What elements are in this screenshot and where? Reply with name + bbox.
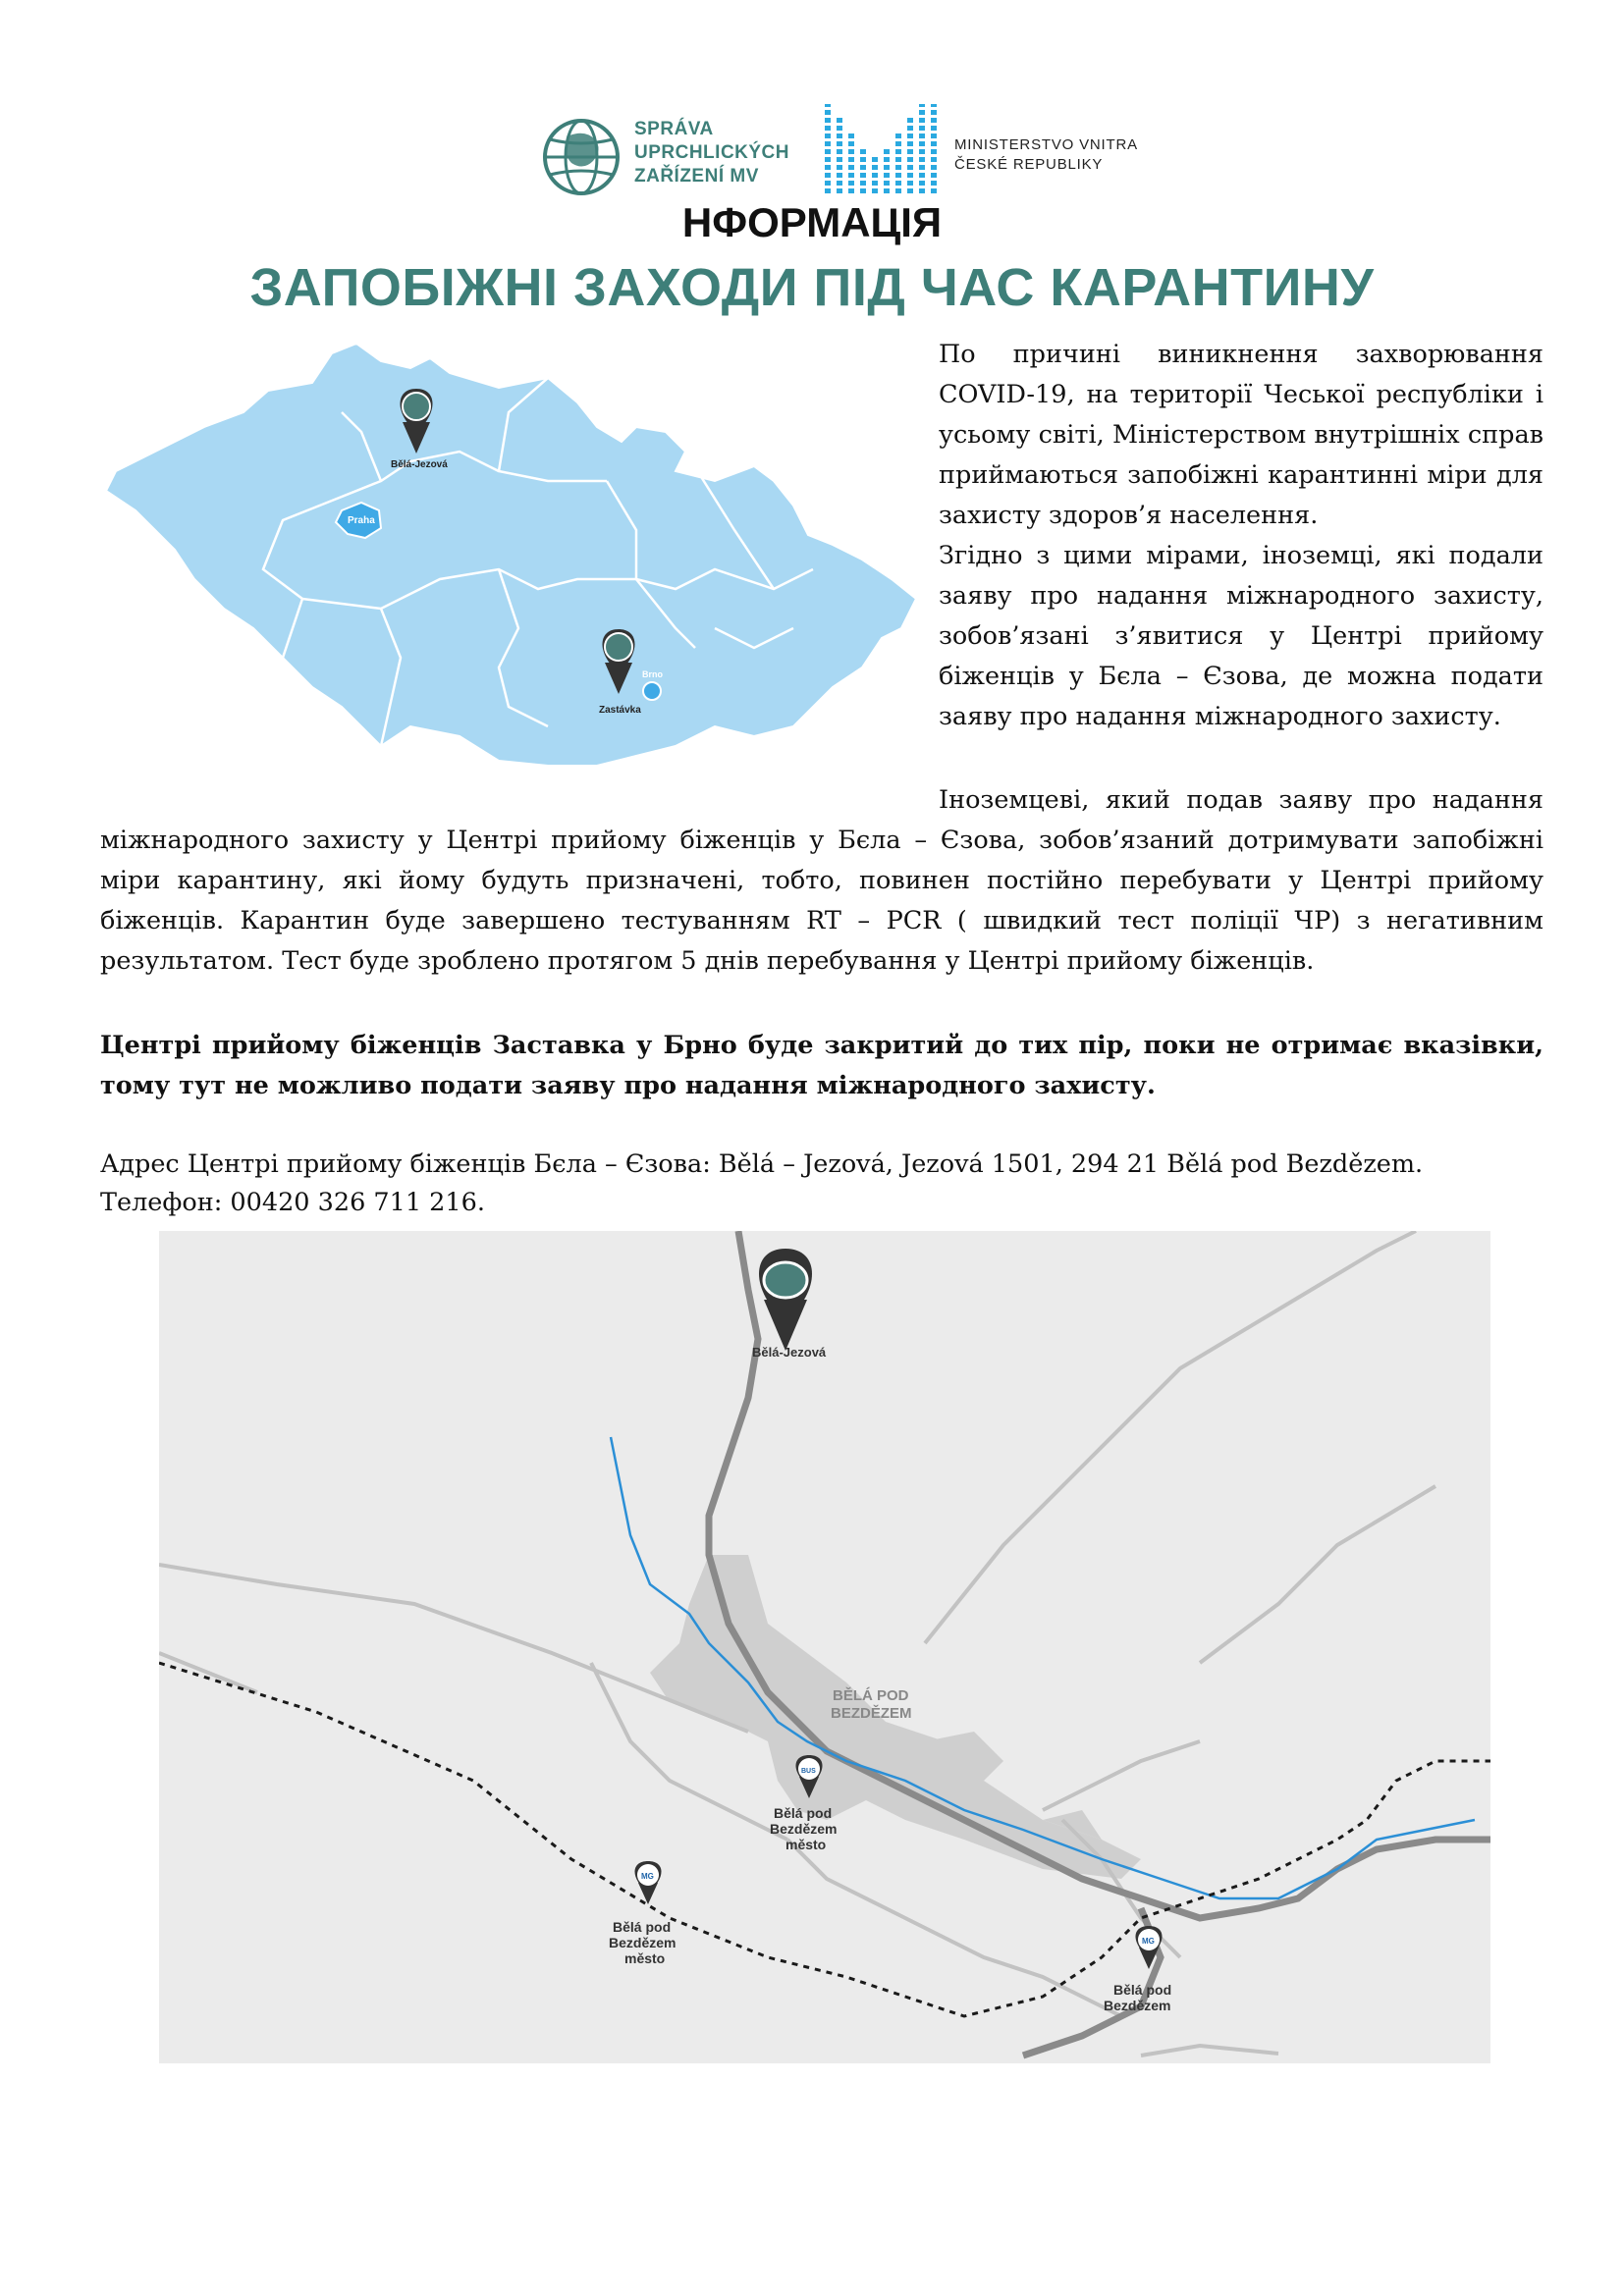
mv-logo-dot bbox=[919, 173, 925, 178]
org-name-line: UPRCHLICKÝCH bbox=[634, 142, 789, 163]
train-icon-text: MG bbox=[641, 1872, 654, 1881]
mv-logo-dot bbox=[837, 126, 842, 131]
mv-logo-dot bbox=[895, 173, 901, 178]
org-name-line: ZAŘÍZENÍ MV bbox=[634, 166, 759, 187]
mv-logo-dot bbox=[837, 181, 842, 186]
mv-logo-dot bbox=[919, 104, 925, 107]
mv-logo-dot bbox=[907, 181, 913, 186]
mv-logo-dot bbox=[825, 173, 831, 178]
mv-logo-dot bbox=[872, 157, 878, 162]
mv-logo-dot bbox=[895, 141, 901, 146]
intro-paragraph-2: Згідно з цими мірами, іноземці, які подали заяву про надання міжнародного захисту, зобов’язані з’явитися у Центрі прийому біженців у Бєла – Єзова, де можна подати заяву про надання міжнародного захисту. bbox=[939, 541, 1543, 731]
mv-logo-dot bbox=[907, 173, 913, 178]
mv-logo-dot bbox=[919, 188, 925, 193]
mv-logo-dot bbox=[931, 173, 937, 178]
mv-logo-dot bbox=[931, 118, 937, 123]
mv-logo-dot bbox=[919, 133, 925, 138]
address-line: Адрес Центрі прийому біженців Бєла – Єзова: Bělá – Jezová, Jezová 1501, 294 21 Bělá pod Bezdězem. bbox=[100, 1149, 1424, 1179]
brno-dot bbox=[643, 682, 661, 700]
brno-label: Brno bbox=[642, 669, 663, 679]
mv-dot-matrix-logo bbox=[821, 104, 943, 200]
mv-logo-dot bbox=[884, 165, 890, 170]
mv-logo-dot bbox=[837, 149, 842, 154]
mv-logo-dot bbox=[895, 181, 901, 186]
praha-label: Praha bbox=[348, 515, 375, 526]
train-west-label: město bbox=[624, 1950, 666, 1966]
mv-logo-dot bbox=[837, 118, 842, 123]
mv-logo-dot bbox=[931, 110, 937, 115]
mv-logo-dot bbox=[848, 149, 854, 154]
zastavka-closed-notice: Центрі прийому біженців Заставка у Брно буде закритий до тих пір, поки не отримає вказівки, тому тут не можливо подати заяву про надання міжнародного захисту. bbox=[100, 1031, 1543, 1100]
center-label: Bělá-Jezová bbox=[752, 1345, 827, 1360]
bus-stop-label: Bělá pod bbox=[774, 1805, 833, 1821]
org-name-line: SPRÁVA bbox=[634, 119, 714, 139]
mv-logo-dot bbox=[919, 165, 925, 170]
mv-logo-dot bbox=[907, 157, 913, 162]
train-east-label: Bělá pod bbox=[1113, 1982, 1172, 1998]
mv-logo-dot bbox=[825, 157, 831, 162]
mv-logo-dot bbox=[825, 188, 831, 193]
mv-logo-dot bbox=[872, 188, 878, 193]
phone-line: Телефон: 00420 326 711 216. bbox=[100, 1188, 485, 1217]
bus-stop-label: Bezdězem bbox=[770, 1821, 838, 1837]
mv-logo-dot bbox=[825, 110, 831, 115]
mv-logo-dot bbox=[931, 165, 937, 170]
mv-logo-dot bbox=[907, 118, 913, 123]
zastavka-label: Zastávka bbox=[599, 705, 641, 716]
mv-logo-dot bbox=[837, 173, 842, 178]
mv-logo-dot bbox=[837, 165, 842, 170]
mv-logo-dot bbox=[872, 181, 878, 186]
mv-logo-dot bbox=[907, 188, 913, 193]
page-subtitle: ЗАПОБІЖНІ ЗАХОДИ ПІД ЧАС КАРАНТИНУ bbox=[249, 258, 1375, 317]
train-east-label: Bezdězem bbox=[1104, 1998, 1171, 2013]
mv-logo-dot bbox=[860, 173, 866, 178]
globe-icon bbox=[540, 116, 623, 198]
logo-mv bbox=[821, 104, 1155, 202]
intro-paragraph-1: По причині виникнення захворювання COVID-19, на території Чеської республіки і усьому світі, Міністерством внутрішніх справ приймаються запобіжні карантинні міри для захисту здоров’я населення. bbox=[939, 340, 1543, 530]
mv-logo-dot bbox=[919, 126, 925, 131]
mv-logo-dot bbox=[848, 165, 854, 170]
quarantine-paragraph: Іноземцеві, який подав заяву про надання міжнародного захисту у Центрі прийому біженців у Бєла – Єзова, зобов’язаний дотримувати запобіжні міри карантину, які йому будуть призначені, тобто, повинен постійно перебувати у Центрі прийому біженців. Карантин буде завершено тестуванням RT – PCR ( швидкий тест поліції ЧР) з негативним результатом. Тест буде зроблено протягом 5 днів перебування у Центрі прийому біженців. bbox=[100, 785, 1543, 976]
town-label: BEZDĚZEM bbox=[831, 1705, 912, 1722]
mv-logo-dot bbox=[837, 133, 842, 138]
mv-logo-dot bbox=[931, 126, 937, 131]
mv-logo-dot bbox=[931, 188, 937, 193]
bus-icon-text: BUS bbox=[801, 1768, 816, 1775]
bela-jezova-label: Bělá-Jezová bbox=[391, 459, 448, 470]
mv-logo-dot bbox=[872, 165, 878, 170]
mv-logo-dot bbox=[825, 149, 831, 154]
page-title: НФОРМАЦІЯ bbox=[681, 199, 943, 245]
mv-logo-dot bbox=[895, 157, 901, 162]
town-label: BĚLÁ POD bbox=[833, 1687, 909, 1704]
mv-logo-dot bbox=[848, 133, 854, 138]
mv-logo-dot bbox=[895, 188, 901, 193]
train-west-label: Bělá pod bbox=[613, 1919, 672, 1935]
mv-logo-dot bbox=[848, 181, 854, 186]
mv-logo-dot bbox=[825, 133, 831, 138]
czech-map bbox=[86, 334, 917, 775]
mv-logo-dot bbox=[825, 165, 831, 170]
mv-logo-dot bbox=[907, 149, 913, 154]
mv-logo-dot bbox=[848, 188, 854, 193]
mv-logo-dot bbox=[860, 181, 866, 186]
mv-logo-dot bbox=[931, 149, 937, 154]
mv-logo-dot bbox=[931, 181, 937, 186]
mv-logo-dot bbox=[919, 157, 925, 162]
mv-logo-dot bbox=[931, 104, 937, 107]
mv-logo-dot bbox=[919, 110, 925, 115]
bus-stop-label: město bbox=[785, 1837, 827, 1852]
mv-logo-dot bbox=[825, 181, 831, 186]
mv-logo-dot bbox=[848, 141, 854, 146]
mv-logo-dot bbox=[907, 126, 913, 131]
mv-logo-dot bbox=[919, 118, 925, 123]
mv-logo-dot bbox=[895, 149, 901, 154]
mv-logo-dot bbox=[884, 149, 890, 154]
mv-logo-dot bbox=[931, 141, 937, 146]
mv-logo-dot bbox=[907, 165, 913, 170]
czech-land bbox=[106, 344, 916, 766]
mv-logo-dot bbox=[919, 149, 925, 154]
ministry-line: MINISTERSTVO VNITRA bbox=[954, 136, 1138, 153]
mv-logo-dot bbox=[919, 181, 925, 186]
mv-logo-dot bbox=[907, 133, 913, 138]
mv-logo-dot bbox=[837, 157, 842, 162]
mv-logo-dot bbox=[860, 188, 866, 193]
mv-logo-dot bbox=[895, 165, 901, 170]
mv-logo-dot bbox=[837, 188, 842, 193]
logo-suz bbox=[540, 110, 795, 198]
mv-logo-dot bbox=[860, 149, 866, 154]
mv-logo-dot bbox=[884, 173, 890, 178]
mv-logo-dot bbox=[848, 173, 854, 178]
mv-logo-dot bbox=[884, 188, 890, 193]
train-west-label: Bezdězem bbox=[609, 1935, 677, 1950]
mv-logo-dot bbox=[872, 173, 878, 178]
mv-logo-dot bbox=[884, 181, 890, 186]
mv-logo-dot bbox=[860, 157, 866, 162]
mv-logo-dot bbox=[860, 165, 866, 170]
mv-logo-dot bbox=[919, 141, 925, 146]
mv-logo-dot bbox=[837, 141, 842, 146]
mv-logo-dot bbox=[825, 104, 831, 107]
mv-logo-dot bbox=[825, 118, 831, 123]
train-icon-text: MG bbox=[1142, 1937, 1155, 1946]
mv-logo-dot bbox=[825, 141, 831, 146]
ministry-line: ČESKÉ REPUBLIKY bbox=[954, 156, 1104, 173]
mv-logo-dot bbox=[848, 157, 854, 162]
mv-logo-dot bbox=[931, 157, 937, 162]
mv-logo-dot bbox=[895, 133, 901, 138]
mv-logo-dot bbox=[931, 133, 937, 138]
mv-logo-dot bbox=[884, 157, 890, 162]
mv-logo-dot bbox=[907, 141, 913, 146]
local-map bbox=[159, 1231, 1490, 2063]
mv-logo-dot bbox=[825, 126, 831, 131]
